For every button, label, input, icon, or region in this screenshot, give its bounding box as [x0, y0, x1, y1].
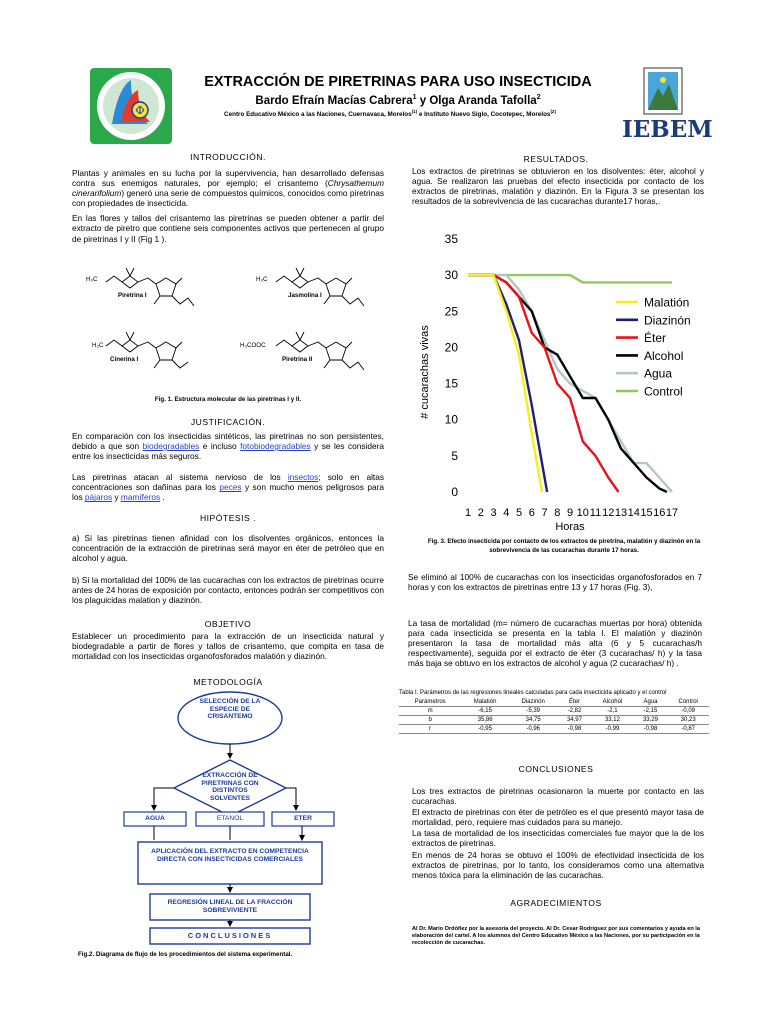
- y-tick-label: 20: [444, 340, 458, 355]
- resultados-text-3: La tasa de mortalidad (m= número de cucarachas muertas por hora) obtenida para cada insecticida se presenta en la tabla I. El malatión y diazinón presentaron la tasa de mortalidad más alta (6 y 5 cucarachas/h respectivamente), seguida por el extracto de éter (3 cucarachas/ h) y la tasa más baja se obtuvo en los extractos de alcohol y agua (2 cucarachas/ h) .: [408, 618, 702, 669]
- x-tick-label: 5: [515, 507, 523, 519]
- molecule-2: [276, 268, 364, 306]
- flow-node-aplicacion: APLICACIÓN DEL EXTRACTO EN COMPETENCIA DIRECTA CON INSECTICIDAS COMERCIALES: [151, 848, 309, 863]
- x-tick-label: 6: [528, 507, 535, 519]
- table-cell: -2,82: [558, 707, 592, 716]
- x-tick-label: 14: [627, 507, 640, 519]
- y-tick-label: 10: [444, 412, 458, 427]
- hipotesis-text: a) Si las piretrinas tienen afinidad con los disolventes orgánicos, entonces la concentración de la extracción de piretrinas será mayor en éter de petróleo que en alcohol y agua. b) Sí la mortalidad del 100% de las cucarachas con los extractos de piretrinas ocurre antes de 24 horas de exposición por contacto, entonces podrán ser competitivos con los plaguicidas malation y diazinón.: [72, 533, 384, 606]
- flow-node-eter: ETER: [294, 815, 312, 822]
- affiliation: Centro Educativo México a las Naciones, Cuernavaca, Morelos$^{(1)}$ e Instituto Nuevo Siglo, Cocotepec, Morelos$^{(2)}$: [224, 109, 556, 119]
- molecule-1: [106, 268, 194, 306]
- agradecimientos-text: Al Dr. Mario Ordóñez por la asesoría del proyecto. Al Dr. Cesar Rodríguez por sus comentarios y ayuda en la elaboración del cartel. A los alumnos del Centro Educativo México a las Naciones, por su participación en la recolección de cucarachas.: [412, 926, 700, 946]
- table-cell: m: [399, 707, 461, 716]
- link-mamiferos[interactable]: mamíferos: [120, 492, 161, 503]
- fig2-caption: Fig.2. Diagrama de flujo de los procedimientos del sistema experimental.: [78, 951, 293, 958]
- x-tick-label: 7: [541, 507, 548, 519]
- legend-label: Diazinón: [644, 313, 691, 328]
- table-cell: 34,75: [509, 716, 558, 725]
- x-tick-label: 8: [554, 507, 561, 519]
- x-tick-label: 16: [653, 507, 666, 519]
- table-cell: -0,96: [509, 725, 558, 734]
- table-cell: -6,15: [461, 707, 509, 716]
- legend-label: Control: [644, 384, 683, 399]
- table-header-cell: Malatión: [461, 698, 509, 707]
- series-line-5: [468, 275, 672, 492]
- x-tick-label: 11: [589, 507, 602, 519]
- justificacion-text: En comparación con los insecticidas sintéticos, las piretrinas no son persistentes, debido a que son biodegradables e incluso fotobiodegradables y se les considera entre los insecticidas más seguros. Las piretrinas atacan al sistema nervioso de los insectos; solo en altas concentraciones son dañinas para los peces y son mucho menos peligrosos para los pájaros y mamíferos .: [72, 431, 385, 503]
- table-cell: b: [399, 716, 461, 725]
- table-header-cell: Alcohol: [591, 698, 633, 707]
- molecule-4: [276, 332, 364, 370]
- series-line-3: [468, 275, 619, 492]
- table-row: [399, 707, 709, 716]
- legend-label: Agua: [644, 366, 673, 381]
- table-cell: 33,12: [591, 716, 633, 725]
- x-axis-label: Horas: [555, 521, 585, 533]
- y-tick-label: 35: [444, 232, 458, 246]
- x-tick-label: 2: [477, 507, 484, 519]
- link-biodegradables[interactable]: biodegradables: [142, 441, 200, 452]
- agradecimientos-heading: AGRADECIMIENTOS: [510, 898, 602, 908]
- x-tick-label: 4: [503, 507, 510, 519]
- link-peces[interactable]: peces: [219, 482, 242, 493]
- y-axis-label: # cucarachas vivas: [419, 325, 431, 419]
- table-caption: Tabla I. Parámetros de las regresiones lineales calculadas para cada insecticida aplicado y el control: [399, 690, 667, 696]
- intro-heading: INTRODUCCIÓN.: [190, 152, 266, 162]
- table-1: [399, 690, 711, 734]
- x-tick-label: 1: [464, 507, 472, 519]
- table-cell: -2,15: [634, 707, 668, 716]
- hipotesis-heading: HIPÓTESIS .: [199, 513, 257, 523]
- table-cell: -2,1: [591, 707, 633, 716]
- table-cell: -0,09: [667, 707, 709, 716]
- x-tick-label: 3: [490, 507, 497, 519]
- justificacion-heading: JUSTIFICACIÓN.: [190, 417, 266, 427]
- iebem-text: IEBEM: [622, 116, 713, 143]
- resultados-text: Los extractos de piretrinas se obtuvieron en los disolventes: éter, alcohol y agua. Se realizaron las pruebas del efecto insecticida por contacto de los extractos de piretrinas, malatión y diazinón. En la Figura 3 se presentan los resultados de la sobrevivencia de las cucarachas durante17 horas,.: [412, 166, 704, 207]
- label-piretrina-1: Piretrina I: [118, 292, 147, 299]
- link-pajaros[interactable]: pájaros: [84, 492, 113, 503]
- flow-diagram: [110, 690, 350, 950]
- poster-title: EXTRACCIÓN DE PIRETRINAS PARA USO INSECTICIDA: [204, 74, 592, 90]
- group-1: H₃C: [86, 276, 98, 283]
- table-cell: -0,87: [667, 725, 709, 734]
- intro-text: Plantas y animales en su lucha por la supervivencia, han desarrollado defensas contra sus enemigos naturales, por ejemplo; el crisantemo (Chrysathemum cinerarifolium) generó una serie de compuestos químicos, conocidos como piretrinas con propiedades de insecticida. En las flores y tallos del crisantemo las piretrinas se pueden obtener a partir del extracto de piretro que contiene seis componentes activos que pertenecen al grupo de piretrinas I y II (Fig 1 ).: [72, 168, 384, 244]
- legend-label: Malatión: [644, 295, 690, 310]
- table-header-cell: Diazinón: [509, 698, 558, 707]
- group-4: H₃COOC: [240, 342, 266, 349]
- table-row: [399, 716, 709, 725]
- table-cell: -5,39: [509, 707, 558, 716]
- fig3-caption: Fig. 3. Efecto insecticida por contacto de los extractos de piretrina, malatión y diazinón en la sobrevivencia de las cucarachas durante 17 horas.: [427, 538, 701, 554]
- metodologia-heading: METODOLOGÍA: [193, 677, 263, 687]
- left-logo: [88, 66, 174, 146]
- y-tick-label: 5: [451, 448, 458, 463]
- flow-node-extraccion: EXTRACCIÓN DE PIRETRINAS CON DISTINTOS SOLVENTES: [201, 772, 259, 802]
- y-tick-label: 25: [444, 304, 458, 319]
- flow-node-etanol: ETANOL: [216, 815, 244, 822]
- authors: Bardo Efraín Macías Cabrera$^1$ y Olga Aranda Tafolla$^2$: [255, 94, 541, 107]
- table-header-cell: Éter: [558, 698, 592, 707]
- flow-node-agua: AGUA: [145, 815, 165, 822]
- group-2: H₃C: [256, 276, 268, 283]
- table-cell: -0,98: [634, 725, 668, 734]
- y-tick-label: 30: [444, 268, 458, 283]
- series-line-4: [468, 275, 667, 492]
- x-tick-label: 9: [566, 507, 574, 519]
- legend-label: Alcohol: [644, 348, 684, 363]
- table-cell: 30,23: [667, 716, 709, 725]
- objetivo-text: Establecer un procedimiento para la extracción de un insecticida natural y biodegradable a partir de flores y tallos de crisantemo, que compita en tasa de mortalidad con los insecticidas organofosforados malatión y diazinón.: [72, 631, 384, 662]
- x-tick-label: 12: [602, 507, 615, 519]
- flow-node-regresion: REGRESIÓN LINEAL DE LA FRACCIÓN SOBREVIVIENTE: [167, 899, 293, 914]
- resultados-heading: RESULTADOS.: [523, 154, 589, 164]
- table-cell: 35,86: [461, 716, 509, 725]
- y-tick-label: 15: [444, 376, 458, 391]
- label-piretrina-2: Piretrina II: [282, 356, 313, 363]
- x-tick-label: 13: [614, 507, 628, 519]
- link-fotobiodegradables[interactable]: fotobiodegradables: [240, 441, 311, 452]
- table-cell: 34,97: [558, 716, 592, 725]
- resultados-text-2: Se eliminó al 100% de cucarachas con los insecticidas organofosforados en 7 horas y con los extractos de piretrinas entre 13 y 17 horas (Fig. 3),: [408, 572, 702, 593]
- molecular-structures: [76, 262, 386, 390]
- table-cell: 33,29: [634, 716, 668, 725]
- group-3: H₃C: [92, 342, 104, 349]
- label-cinerina-1: Cinerina I: [110, 356, 139, 363]
- table-cell: -0,99: [591, 725, 633, 734]
- table-header-cell: Control: [667, 698, 709, 707]
- svg-text:Φ: Φ: [135, 104, 145, 117]
- table-header-cell: Agua: [634, 698, 668, 707]
- objetivo-heading: OBJETIVO: [204, 619, 252, 629]
- table-row: [399, 725, 709, 734]
- table-cell: -0,98: [558, 725, 592, 734]
- table-header-row: [399, 698, 709, 707]
- flow-node-seleccion: SELECCIÓN DE LA ESPECIE DE CRISANTEMO: [199, 698, 261, 721]
- iebem-logo: [620, 66, 713, 146]
- link-insectos[interactable]: insectos: [287, 472, 319, 483]
- x-tick-label: 17: [665, 507, 679, 519]
- y-tick-label: 0: [451, 485, 458, 499]
- table-header-cell: Parámetros: [399, 698, 461, 707]
- table-cell: r: [399, 725, 461, 734]
- table-cell: -0,95: [461, 725, 509, 734]
- conclusiones-text: Los tres extractos de piretrinas ocasionaron la muerte por contacto en las cucarachas. El extracto de piretrinas con éter de petróleo es el que presentó mayor tasa de mortalidad, pero, requiere mas cuidados para su manejo. La tasa de mortalidad de los insecticidas comerciales fue mayor que la de los extractos de piretrinas. En menos de 24 horas se obtuvo el 100% de efectividad insecticida de los extractos de piretrinas, por lo tanto, los consideramos como una alternativa menos tóxica para la eliminación de las cucarachas.: [412, 786, 704, 880]
- x-tick-label: 10: [576, 507, 589, 519]
- legend-label: Éter: [644, 331, 667, 346]
- label-jasmolina-1: Jasmolina I: [288, 292, 322, 299]
- survival-chart: [418, 224, 708, 534]
- x-tick-label: 15: [640, 507, 653, 519]
- fig1-caption: Fig. 1. Estructura molecular de las piretrinas I y II.: [154, 396, 302, 403]
- conclusiones-heading: CONCLUSIONES: [518, 764, 594, 774]
- flow-node-conclusiones: CONCLUSIONES: [187, 931, 273, 940]
